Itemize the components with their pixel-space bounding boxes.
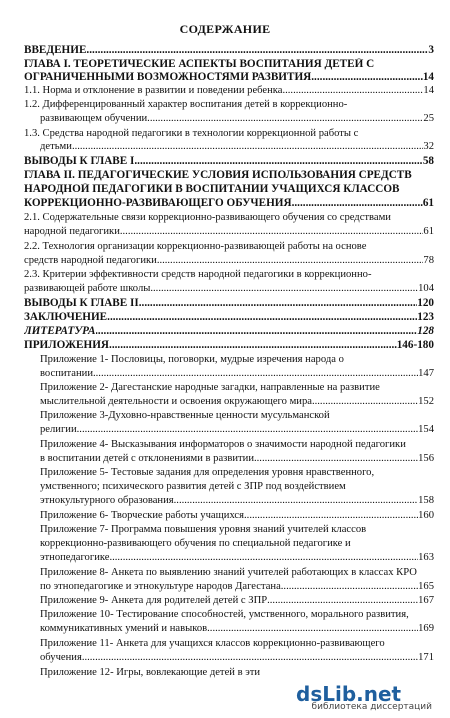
toc-leader-dots — [207, 623, 418, 635]
toc-entry-text: ЗАКЛЮЧЕНИЕ — [24, 311, 108, 323]
toc-entry-text: Приложение 1- Пословицы, поговорки, мудрые изречения народа о — [40, 354, 344, 365]
toc-entry — [24, 71, 434, 83]
toc-entry — [40, 453, 434, 465]
toc-entry-text: коррекционно-развивающего обучения по специальной педагогике и — [40, 538, 351, 549]
toc-leader-dots — [311, 71, 423, 83]
toc-entry-text: этнопедагогике — [40, 552, 110, 563]
toc-entry — [40, 467, 434, 479]
toc-entry-text: по этнопедагогике и этнокультуре народов Дагестана — [40, 581, 281, 592]
watermark-subtitle: библиотека диссертаций — [311, 702, 432, 712]
toc-entry — [24, 212, 434, 224]
watermark-logo-text: dsLib — [296, 682, 357, 706]
toc-page-number: 171 — [418, 652, 434, 663]
toc-page-number: 169 — [418, 623, 434, 634]
toc-entry — [40, 424, 434, 436]
toc-leader-dots — [312, 396, 418, 408]
toc-entry-text: народной педагогики — [24, 226, 120, 237]
toc-entry-text: 1.1. Норма и отклонение в развитии и поведении ребенка — [24, 85, 283, 96]
toc-leader-dots — [82, 652, 418, 664]
toc-entry-text: НАРОДНОЙ ПЕДАГОГИКИ В ВОСПИТАНИИ УЧАЩИХСЯ КЛАССОВ — [24, 183, 400, 195]
toc-entry — [24, 311, 434, 323]
watermark — [296, 676, 436, 712]
toc-entry-text: 2.3. Критерии эффективности средств народной педагогики в коррекционно- — [24, 269, 372, 280]
toc-page-number: 154 — [418, 424, 434, 435]
toc-page-number: 156 — [418, 453, 434, 464]
toc-leader-dots — [109, 552, 418, 564]
toc-entry — [40, 354, 434, 366]
toc-page-number: 61 — [423, 226, 434, 237]
toc-entry-text: ВЫВОДЫ К ГЛАВЕ II — [24, 297, 139, 309]
toc-entry-text: в воспитании детей с отклонениями в развитии — [40, 453, 254, 464]
toc-entry — [40, 141, 434, 153]
toc-entry — [40, 524, 434, 536]
toc-entry-text: обучения — [40, 652, 82, 663]
toc-entry — [40, 652, 434, 664]
toc-entry-text: коммуникативных умений и навыков — [40, 623, 208, 634]
toc-entry — [40, 609, 434, 621]
toc-entry-text: Приложение 4- Высказывания информаторов о значимости народной педагогики — [40, 439, 406, 450]
toc-entry-text: развивающей работе школы — [24, 283, 151, 294]
toc-entry — [24, 255, 434, 267]
toc-page-number: 146-180 — [396, 339, 434, 351]
toc-leader-dots — [157, 255, 424, 267]
toc-page-number: 163 — [418, 552, 434, 563]
toc-entry-text: ГЛАВА II. ПЕДАГОГИЧЕСКИЕ УСЛОВИЯ ИСПОЛЬЗОВАНИЯ СРЕДСТВ — [24, 169, 412, 181]
toc-entry-text: 2.2. Технология организации коррекционно-развивающей работы на основе — [24, 241, 367, 252]
toc-page-number: 152 — [418, 396, 434, 407]
toc-entry-text: 1.2. Дифференцированный характер воспитания детей в коррекционно- — [24, 99, 348, 110]
toc-entry — [24, 269, 434, 281]
toc-leader-dots — [86, 44, 428, 56]
toc-leader-dots — [120, 226, 424, 238]
toc-entry-text: Приложение 2- Дагестанские народные загадки, направленные на развитие — [40, 382, 380, 393]
toc-leader-dots — [174, 495, 418, 507]
toc-entry — [24, 99, 434, 111]
toc-entry-text: 1.3. Средства народной педагогики в технологии коррекционной работы с — [24, 128, 359, 139]
toc-entry-text: Приложение 10- Тестирование способностей, умственного, морального развития, — [40, 609, 409, 620]
toc-entry-text: детьми — [40, 141, 72, 152]
toc-entry — [40, 410, 434, 422]
toc-leader-dots — [96, 325, 418, 337]
page-title: СОДЕРЖАНИЕ — [179, 22, 271, 36]
toc-entry — [40, 113, 434, 125]
toc-entry — [24, 297, 434, 309]
toc-page-number: 58 — [422, 155, 434, 167]
toc-entry-text: Приложение 6- Творческие работы учащихся — [40, 510, 245, 521]
toc-leader-dots — [244, 510, 418, 522]
toc-leader-dots — [147, 113, 423, 125]
toc-leader-dots — [139, 297, 418, 309]
toc-page-number: 128 — [417, 325, 434, 337]
toc-page-number: 160 — [418, 510, 434, 521]
toc-page-number: 104 — [418, 283, 434, 294]
toc-page-number: 123 — [417, 311, 434, 323]
toc-leader-dots — [150, 283, 418, 295]
toc-page-number: 14 — [423, 85, 434, 96]
toc-entry-text: ВВЕДЕНИЕ — [24, 44, 87, 56]
toc-leader-dots — [93, 368, 418, 380]
toc-entry — [24, 44, 434, 56]
toc-entry-text: ОГРАНИЧЕННЫМИ ВОЗМОЖНОСТЯМИ РАЗВИТИЯ — [24, 71, 312, 83]
toc-page-number: 14 — [422, 71, 434, 83]
toc-entry-text: Приложение 12- Игры, вовлекающие детей в эти — [40, 667, 261, 678]
toc-entry-text: Приложение 7- Программа повышения уровня знаний учителей классов — [40, 524, 367, 535]
toc-page-number: 61 — [422, 197, 434, 209]
toc-entry — [40, 567, 434, 579]
toc-entry-text: этнокультурного образования — [40, 495, 174, 506]
toc-entry — [24, 241, 434, 253]
toc-entry-text: мыслительной деятельности и освоения окружающего мира — [40, 396, 312, 407]
toc-entry — [24, 58, 434, 70]
toc-entry-text: воспитании — [40, 368, 93, 379]
toc-leader-dots — [267, 595, 418, 607]
toc-entry-text: Приложение 5- Тестовые задания для определения уровня нравственного, — [40, 467, 375, 478]
toc-entry-text: развивающем обучении — [40, 113, 148, 124]
toc-entry-text: ПРИЛОЖЕНИЯ — [24, 339, 110, 351]
toc-entry — [24, 197, 434, 209]
toc-entry — [40, 510, 434, 522]
toc-entry-text: религии — [40, 424, 77, 435]
toc-entry — [40, 581, 434, 593]
toc-page-number: 147 — [418, 368, 434, 379]
toc-entry — [40, 439, 434, 451]
toc-entry — [24, 85, 434, 97]
toc-entry-text: Приложение 9- Анкета для родителей детей с ЗПР — [40, 595, 268, 606]
toc-entry — [24, 283, 434, 295]
toc-entry — [24, 128, 434, 140]
toc-entry — [40, 538, 434, 550]
toc-entry-text: Приложение 11- Анкета для учащихся классов коррекционно-развивающего — [40, 638, 385, 649]
toc-entry — [24, 325, 434, 337]
toc-page-number: 25 — [423, 113, 434, 124]
toc-page-number: 158 — [418, 495, 434, 506]
toc-page-number: 167 — [418, 595, 434, 606]
toc-entry — [40, 368, 434, 380]
toc-entry — [24, 155, 434, 167]
toc-leader-dots — [109, 339, 397, 351]
toc-entry-text: КОРРЕКЦИОННО-РАЗВИВАЮЩЕГО ОБУЧЕНИЯ — [24, 197, 292, 209]
toc-entry — [40, 495, 434, 507]
watermark-tld: .net — [356, 682, 402, 706]
toc-entry — [40, 623, 434, 635]
toc-entry — [24, 183, 434, 195]
toc-page-number: 3 — [428, 44, 434, 56]
toc-entry — [24, 339, 434, 351]
toc-entry-text: 2.1. Содержательные связи коррекционно-развивающего обучения со средствами — [24, 212, 391, 223]
toc-leader-dots — [107, 311, 417, 323]
toc-entry — [24, 169, 434, 181]
toc-page-number: 120 — [417, 297, 434, 309]
toc-entry-text: Приложение 8- Анкета по выявлению знаний учителей работающих в классах КРО — [40, 567, 417, 578]
toc-page-number: 78 — [423, 255, 434, 266]
toc-leader-dots — [77, 424, 418, 436]
toc-entry — [40, 638, 434, 650]
toc-entry — [40, 382, 434, 394]
toc-entry — [40, 481, 434, 493]
toc-page-number: 32 — [423, 141, 434, 152]
toc-leader-dots — [134, 155, 422, 167]
toc-leader-dots — [254, 453, 418, 465]
toc-entry — [40, 552, 434, 564]
toc-leader-dots — [281, 581, 418, 593]
toc-entry-text: умственного; психического развития детей с ЗПР под воздействием — [40, 481, 346, 492]
toc-entry-text: ЛИТЕРАТУРА — [24, 325, 96, 337]
toc-leader-dots — [72, 141, 423, 153]
toc-entry-text: ВЫВОДЫ К ГЛАВЕ I — [24, 155, 135, 167]
toc-entry-text: средств народной педагогики — [24, 255, 157, 266]
toc-entry-text: Приложение 3-Духовно-нравственные ценности мусульманской — [40, 410, 330, 421]
toc-entry — [40, 595, 434, 607]
toc-entry — [24, 226, 434, 238]
toc-leader-dots — [292, 197, 423, 209]
toc-page-number: 165 — [418, 581, 434, 592]
toc-leader-dots — [282, 85, 423, 97]
toc-entry-text: ГЛАВА I. ТЕОРЕТИЧЕСКИЕ АСПЕКТЫ ВОСПИТАНИЯ ДЕТЕЙ С — [24, 58, 375, 70]
toc-entry — [40, 396, 434, 408]
